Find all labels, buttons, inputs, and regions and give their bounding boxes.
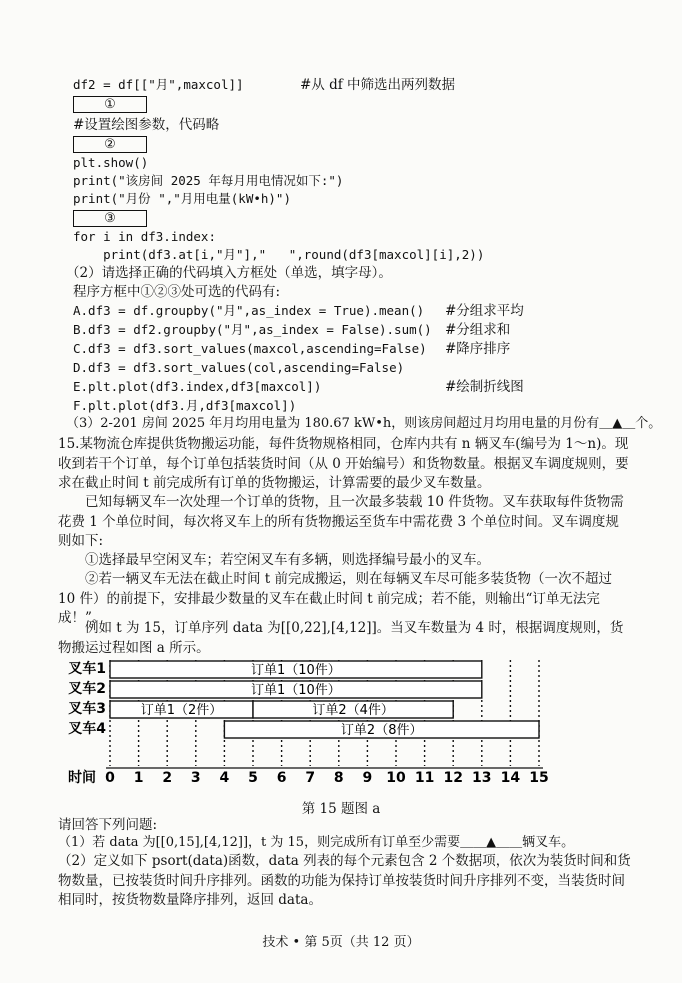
code-line-for: for i in df3.index: (73, 229, 216, 244)
option-b: B.df3 = df2.groupby("月",as_index = False).sum() (73, 322, 432, 337)
tick-label: 1 (133, 770, 144, 786)
forklift-gantt-chart (60, 656, 580, 788)
q15-rule-2: ②若一辆叉车无法在截止时间 t 前完成搬运，则在每辆叉车尽可能多装货物（一次不超过 10 件）的前提下，安排最少数量的叉车在截止时间 t 前完成；若不能，则输出“订单无法完成！”。 (58, 571, 613, 626)
tick-label: 2 (162, 770, 173, 786)
tick-label: 10 (386, 770, 406, 786)
q15-rule-1: ①选择最早空闲叉车；若空闲叉车有多辆，则选择编号最小的叉车。 (85, 552, 490, 568)
bar-label: 订单1（10件） (250, 663, 341, 678)
bar-label: 订单1（2件） (140, 703, 223, 718)
option-a: A.df3 = df.groupby("月",as_index = True).mean() (73, 303, 425, 318)
q15-paragraph-1: 15.某物流仓库提供货物搬运功能，每件货物规格相同，仓库内共有 n 辆叉车(编号为 1～n)。现收到若干个订单，每个订单包括装货时间（从 0 开始编号）和货物数量。根据叉车调度规则，要求在截止时间 t 前完成所有订单的货物搬运，计算需要的最少叉车数量。 (58, 436, 629, 491)
questions-intro: 请回答下列问题: (58, 817, 158, 833)
bar-label: 订单2（8件） (340, 723, 423, 738)
tick-label: 5 (248, 770, 258, 786)
q15-example: 例如 t 为 15，订单序列 data 为[[0,22],[4,12]]。当叉车数量为 4 时，根据调度规则，货物搬运过程如图 a 所示。 (58, 620, 624, 656)
tick-label: 14 (500, 770, 521, 786)
code-line-print1: print("该房间 2025 年每月用电情况如下:") (73, 173, 344, 188)
blank-box-1: ① (73, 96, 147, 113)
blank-box-3: ③ (73, 210, 147, 227)
option-b-comment: #分组求和 (445, 322, 511, 338)
figure-caption: 第 15 题图 a (301, 801, 381, 817)
q2-sub: 程序方框中①②③处可选的代码有: (73, 284, 281, 300)
time-axis-label: 时间 (68, 770, 96, 786)
tick-label: 8 (333, 770, 344, 786)
option-a-comment: #分组求平均 (445, 303, 524, 319)
tick-label: 11 (414, 770, 435, 786)
row-label: 叉车1 (68, 661, 106, 677)
option-e-comment: #绘制折线图 (445, 379, 524, 395)
page-footer: 技术 • 第 5页（共 12 页） (262, 935, 420, 950)
tick-label: 15 (529, 770, 549, 786)
tick-label: 9 (362, 770, 373, 786)
bar-label: 订单2（4件） (312, 703, 394, 718)
option-c-comment: #降序排序 (445, 341, 511, 357)
code-comment-filter: #从 df 中筛选出两列数据 (300, 77, 456, 93)
tick-label: 0 (105, 770, 115, 786)
tick-label: 7 (305, 770, 316, 786)
question-1: （1）若 data 为[[0,15],[4,12]]，t 为 15，则完成所有订单至少需要＿＿▲＿＿辆叉车。 (58, 835, 575, 850)
row-label: 叉车3 (68, 701, 106, 717)
code-comment-plot: #设置绘图参数，代码略 (73, 117, 220, 133)
tick-label: 12 (443, 770, 463, 786)
option-c: C.df3 = df3.sort_values(maxcol,ascending=False) (73, 341, 427, 356)
question-2: （2）定义如下 psort(data)函数，data 列表的每个元素包含 2 个数据项，依次为装货时间和货物数量，已按装货时间升序排列。函数的功能为保持订单按装货时间升序排列不变，当装货时间相同时，按货物数量降序排列，返回 data。 (58, 853, 631, 908)
option-f: F.plt.plot(df3.月,df3[maxcol]) (73, 398, 297, 413)
q3-text: （3）2-201 房间 2025 年月均用电量为 180.67 kW•h，则该房间超过月均用电量的月份有＿▲＿个。 (66, 416, 662, 431)
tick-label: 13 (472, 770, 492, 786)
tick-label: 3 (190, 770, 201, 786)
row-label: 叉车2 (68, 681, 106, 697)
tick-label: 4 (219, 770, 230, 786)
code-line-show: plt.show() (73, 155, 149, 170)
tick-label: 6 (276, 770, 287, 786)
code-line-print3: print(df3.at[i,"月"]," ",round(df3[maxcol][i],2)) (73, 247, 485, 262)
blank-box-2: ② (73, 136, 147, 153)
code-line-print2: print("月份 ","月用电量(kW•h)") (73, 191, 291, 206)
q15-paragraph-2: 已知每辆叉车一次处理一个订单的货物，且一次最多装载 10 件货物。叉车获取每件货物需花费 1 个单位时间，每次将叉车上的所有货物搬运至货车中需花费 3 个单位时间。叉车调度规则如下: (58, 494, 624, 549)
option-e: E.plt.plot(df3.index,df3[maxcol]) (73, 379, 322, 394)
option-d: D.df3 = df3.sort_values(col,ascending=False) (73, 360, 405, 375)
bar-label: 订单1（10件） (250, 683, 341, 698)
code-line-df2: df2 = df[["月",maxcol]] (73, 77, 244, 92)
q2-prompt: （2）请选择正确的代码填入方框处（单选，填字母）。 (66, 265, 392, 281)
row-label: 叉车4 (68, 721, 106, 737)
